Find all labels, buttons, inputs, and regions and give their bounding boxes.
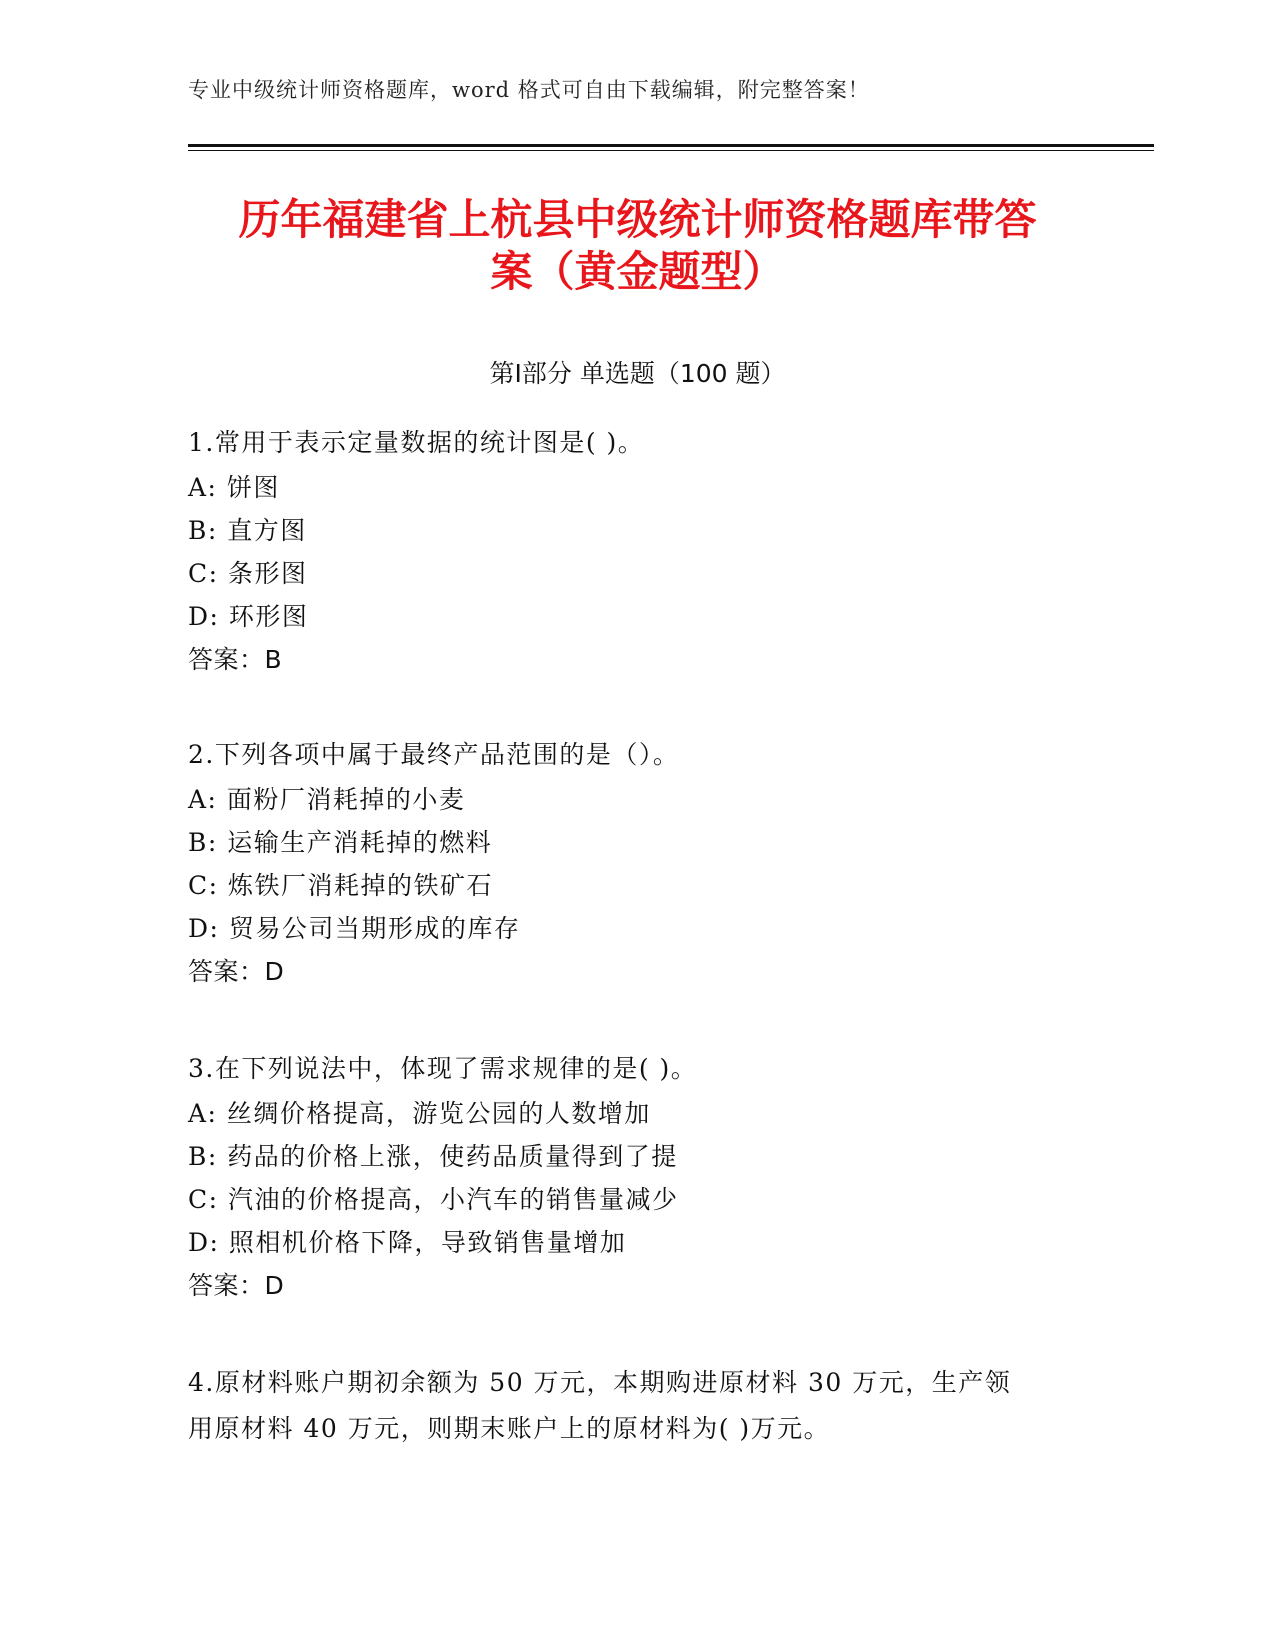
option-c: C: 条形图: [188, 559, 308, 588]
question-1: [188, 420, 1088, 681]
option-c: C: 炼铁厂消耗掉的铁矿石: [188, 871, 493, 900]
option-b: B: 运输生产消耗掉的燃料: [188, 828, 493, 857]
answer-line: 答案：B: [188, 645, 283, 674]
option-b: B: 药品的价格上涨，使药品质量得到了提: [188, 1142, 678, 1171]
question-3: [188, 1046, 1088, 1307]
section-heading: 第Ⅰ部分 单选题（100 题）: [489, 359, 786, 388]
option-b: B: 直方图: [188, 516, 307, 545]
question-stem-line-2: 用原材料 40 万元，则期末账户上的原材料为( )万元。: [188, 1414, 831, 1443]
question-2: [188, 732, 1088, 993]
option-a: A: 面粉厂消耗掉的小麦: [188, 785, 466, 814]
page-title-line-2: 案（黄金题型）: [490, 247, 785, 296]
answer-line: 答案：D: [188, 957, 285, 986]
header-divider-thick: [188, 144, 1154, 147]
option-d: D: 贸易公司当期形成的库存: [188, 914, 521, 943]
question-stem: 3.在下列说法中，体现了需求规律的是( )。: [188, 1054, 698, 1083]
question-stem: 2.下列各项中属于最终产品范围的是（）。: [188, 740, 680, 769]
header-divider-thin: [188, 150, 1154, 151]
header-note: 专业中级统计师资格题库，word 格式可自由下载编辑，附完整答案！: [188, 78, 870, 102]
page-title-line-1: 历年福建省上杭县中级统计师资格题库带答: [238, 195, 1037, 244]
option-a: A: 饼图: [188, 473, 280, 502]
question-4: [188, 1360, 1088, 1452]
question-stem-line-1: 4.原材料账户期初余额为 50 万元，本期购进原材料 30 万元，生产领: [188, 1368, 1012, 1397]
option-c: C: 汽油的价格提高，小汽车的销售量减少: [188, 1185, 679, 1214]
option-d: D: 环形图: [188, 602, 309, 631]
option-d: D: 照相机价格下降，导致销售量增加: [188, 1228, 627, 1257]
answer-line: 答案：D: [188, 1271, 285, 1300]
question-stem: 1.常用于表示定量数据的统计图是( )。: [188, 428, 645, 457]
option-a: A: 丝绸价格提高，游览公园的人数增加: [188, 1099, 651, 1128]
page-title: [150, 194, 1125, 298]
